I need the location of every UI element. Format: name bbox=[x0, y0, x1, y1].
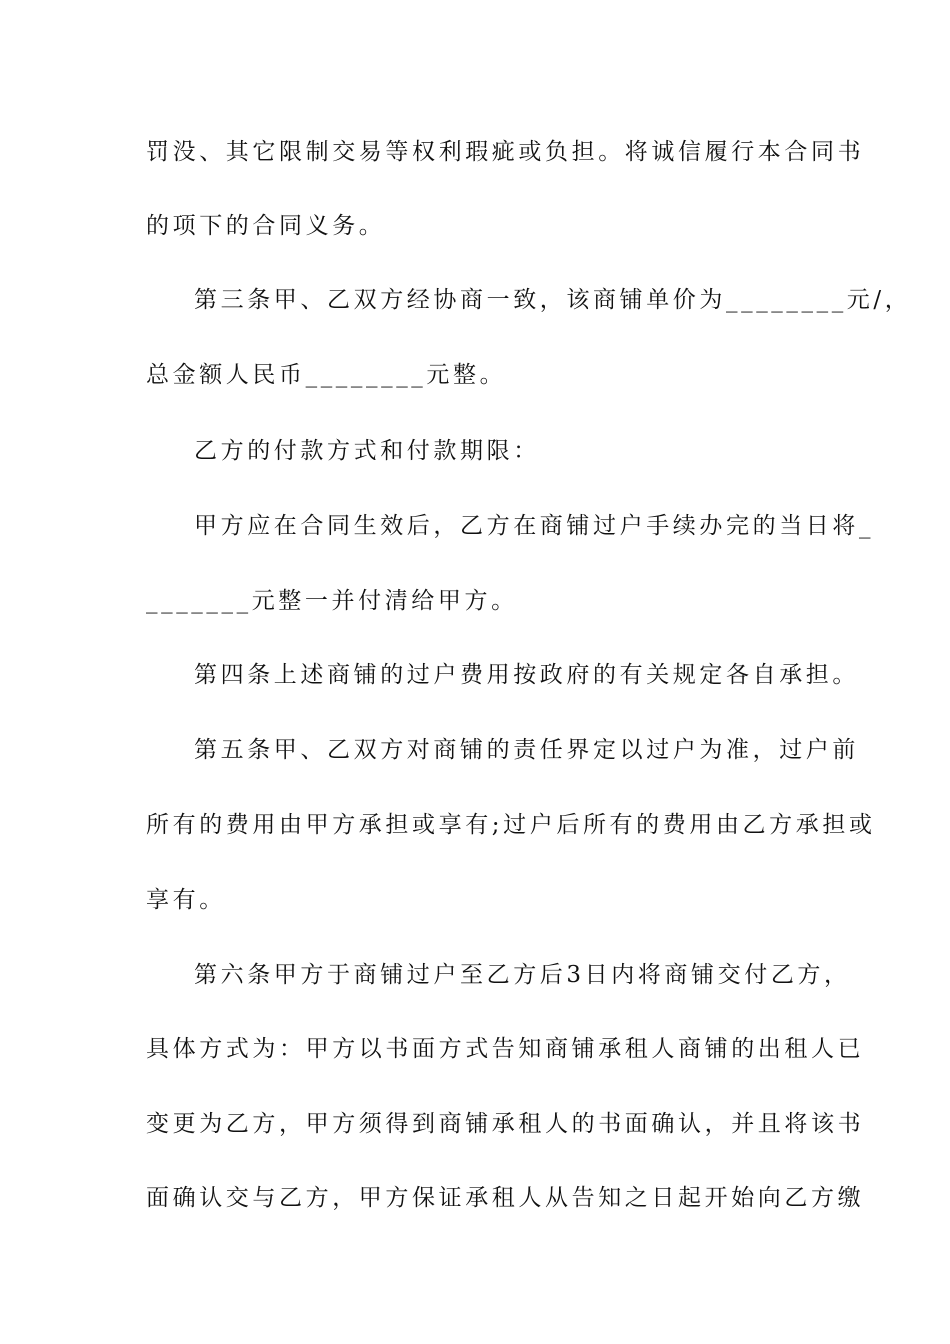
text-line: 总金额人民币________元整。 bbox=[146, 362, 507, 388]
paragraph-start-line: 第四条上述商铺的过户费用按政府的有关规定各自承担。 bbox=[194, 662, 859, 688]
text-line: 具体方式为：甲方以书面方式告知商铺承租人商铺的出租人已 bbox=[146, 1036, 865, 1062]
paragraph-start-line: 第三条甲、乙双方经协商一致，该商铺单价为________元/， bbox=[194, 287, 912, 313]
text-line: 所有的费用由甲方承担或享有;过户后所有的费用由乙方承担或 bbox=[146, 812, 876, 838]
paragraph-start-line: 甲方应在合同生效后，乙方在商铺过户手续办完的当日将_ bbox=[194, 513, 875, 539]
text-line: 享有。 bbox=[146, 887, 226, 913]
paragraph-start-line: 第五条甲、乙双方对商铺的责任界定以过户为准，过户前 bbox=[194, 737, 859, 763]
text-line: 罚没、其它限制交易等权利瑕疵或负担。将诚信履行本合同书 bbox=[146, 139, 865, 165]
text-line: _______元整一并付清给甲方。 bbox=[146, 588, 518, 614]
paragraph-start-line: 乙方的付款方式和付款期限： bbox=[194, 438, 540, 464]
text-line: 变更为乙方，甲方须得到商铺承租人的书面确认，并且将该书 bbox=[146, 1111, 865, 1137]
text-line: 的项下的合同义务。 bbox=[146, 213, 386, 239]
paragraph-start-line: 第六条甲方于商铺过户至乙方后3日内将商铺交付乙方， bbox=[194, 962, 851, 988]
text-line: 面确认交与乙方，甲方保证承租人从告知之日起开始向乙方缴 bbox=[146, 1185, 865, 1211]
